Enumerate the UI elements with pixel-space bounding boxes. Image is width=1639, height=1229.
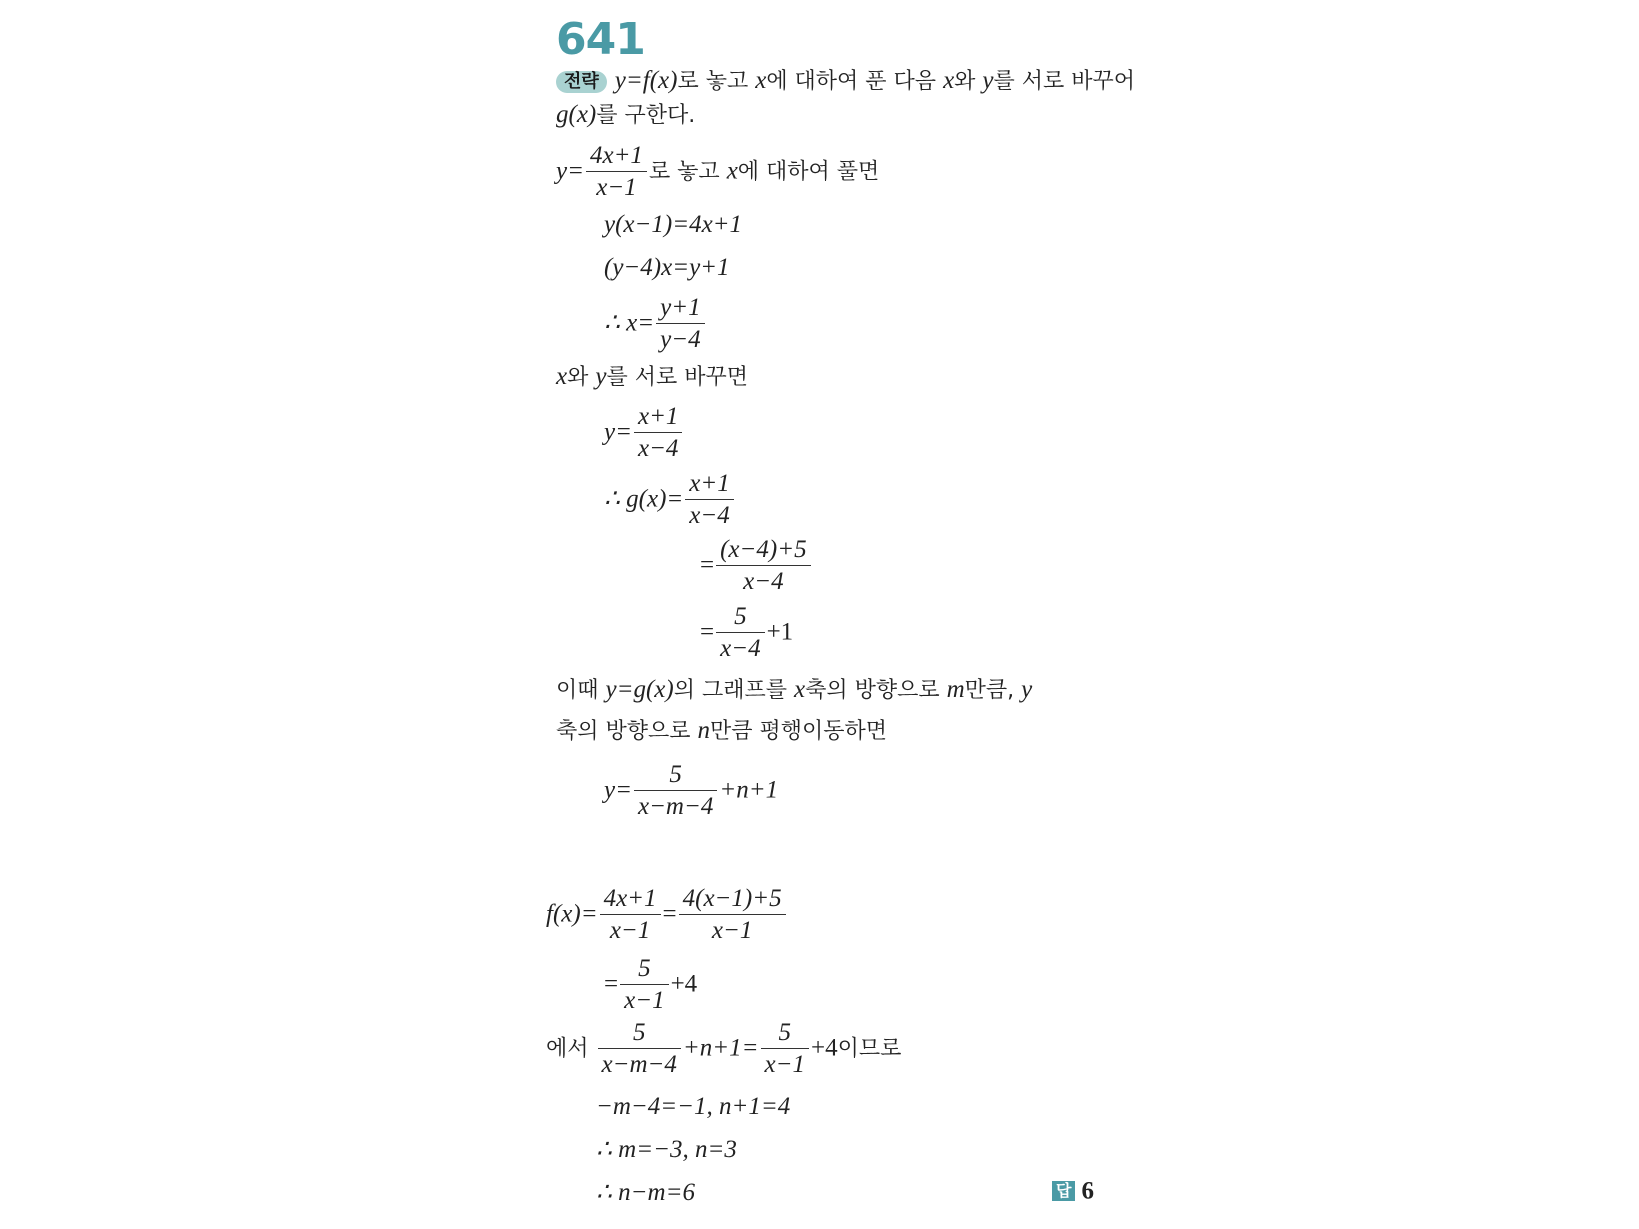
step-1: y= $\frac{4x+1}{x-1}$ 로 놓고 x에 대하여 풀면 <box>556 142 880 202</box>
fraction: $\frac{4x+1}{x-1}$ <box>586 143 647 202</box>
step-6: y= $\frac{x+1}{x-4}$ <box>604 404 684 463</box>
fraction: $\frac{x+1}{x-4}$ <box>634 404 682 463</box>
step-8: = $\frac{(x-4)+5}{x-4}$ <box>700 537 813 596</box>
step-4: ∴ x= $\frac{y+1}{y-4}$ <box>604 295 707 354</box>
fraction: $\frac{5}{x-m-4}$ <box>634 762 717 821</box>
problem-number: 641 <box>556 14 645 65</box>
fraction: $\frac{5}{x-1}$ <box>620 956 668 1015</box>
step-18: ∴ n−m=6 <box>596 1179 695 1206</box>
answer <box>1052 1178 1094 1203</box>
step-14: = $\frac{5}{x-1}$ +4 <box>604 955 698 1015</box>
step-11: 축의 방향으로 n만큼 평행이동하면 <box>556 717 888 744</box>
step-16: −m−4=−1, n+1=4 <box>596 1093 791 1120</box>
step-17: ∴ m=−3, n=3 <box>596 1136 737 1163</box>
fraction: $\frac{y+1}{y-4}$ <box>656 295 704 354</box>
step-2: y(x−1)=4x+1 <box>604 211 743 238</box>
step-12: y= $\frac{5}{x-m-4}$ +n+1 <box>604 761 779 821</box>
step-10: 이때 y=g(x)의 그래프를 x축의 방향으로 m만큼, y <box>556 676 1033 703</box>
strategy-badge: 전략 <box>556 71 607 93</box>
answer-badge: 답 <box>1052 1181 1075 1201</box>
step-7: ∴ g(x)= $\frac{x+1}{x-4}$ <box>604 471 736 530</box>
step-15: 에서 $\frac{5}{x-m-4}$ +n+1= $\frac{5}{x-1}$ +4이므로 <box>546 1019 902 1079</box>
fraction: $\frac{4x+1}{x-1}$ <box>600 886 661 945</box>
strategy-line-2: g(x)를 구한다. <box>556 101 696 128</box>
fraction: $\frac{5}{x-4}$ <box>716 604 764 663</box>
fraction: $\frac{5}{x-m-4}$ <box>598 1020 681 1079</box>
fraction: $\frac{5}{x-1}$ <box>761 1020 809 1079</box>
step-3: (y−4)x=y+1 <box>604 254 730 281</box>
fraction: $\frac{(x-4)+5}{x-4}$ <box>716 537 811 596</box>
step-13: f(x)= $\frac{4x+1}{x-1}$ = $\frac{4(x-1)+5}{x-1}$ <box>546 886 788 945</box>
answer-value: 6 <box>1081 1177 1094 1205</box>
step-5: x와 y를 서로 바꾸면 <box>556 363 748 390</box>
fraction: $\frac{x+1}{x-4}$ <box>685 471 733 530</box>
fraction: $\frac{4(x-1)+5}{x-1}$ <box>679 886 786 945</box>
strategy-line-1: 전략 y=f(x)로 놓고 x에 대하여 푼 다음 x와 y를 서로 바꾸어 <box>556 68 1135 93</box>
step-9: = $\frac{5}{x-4}$ +1 <box>700 603 794 663</box>
